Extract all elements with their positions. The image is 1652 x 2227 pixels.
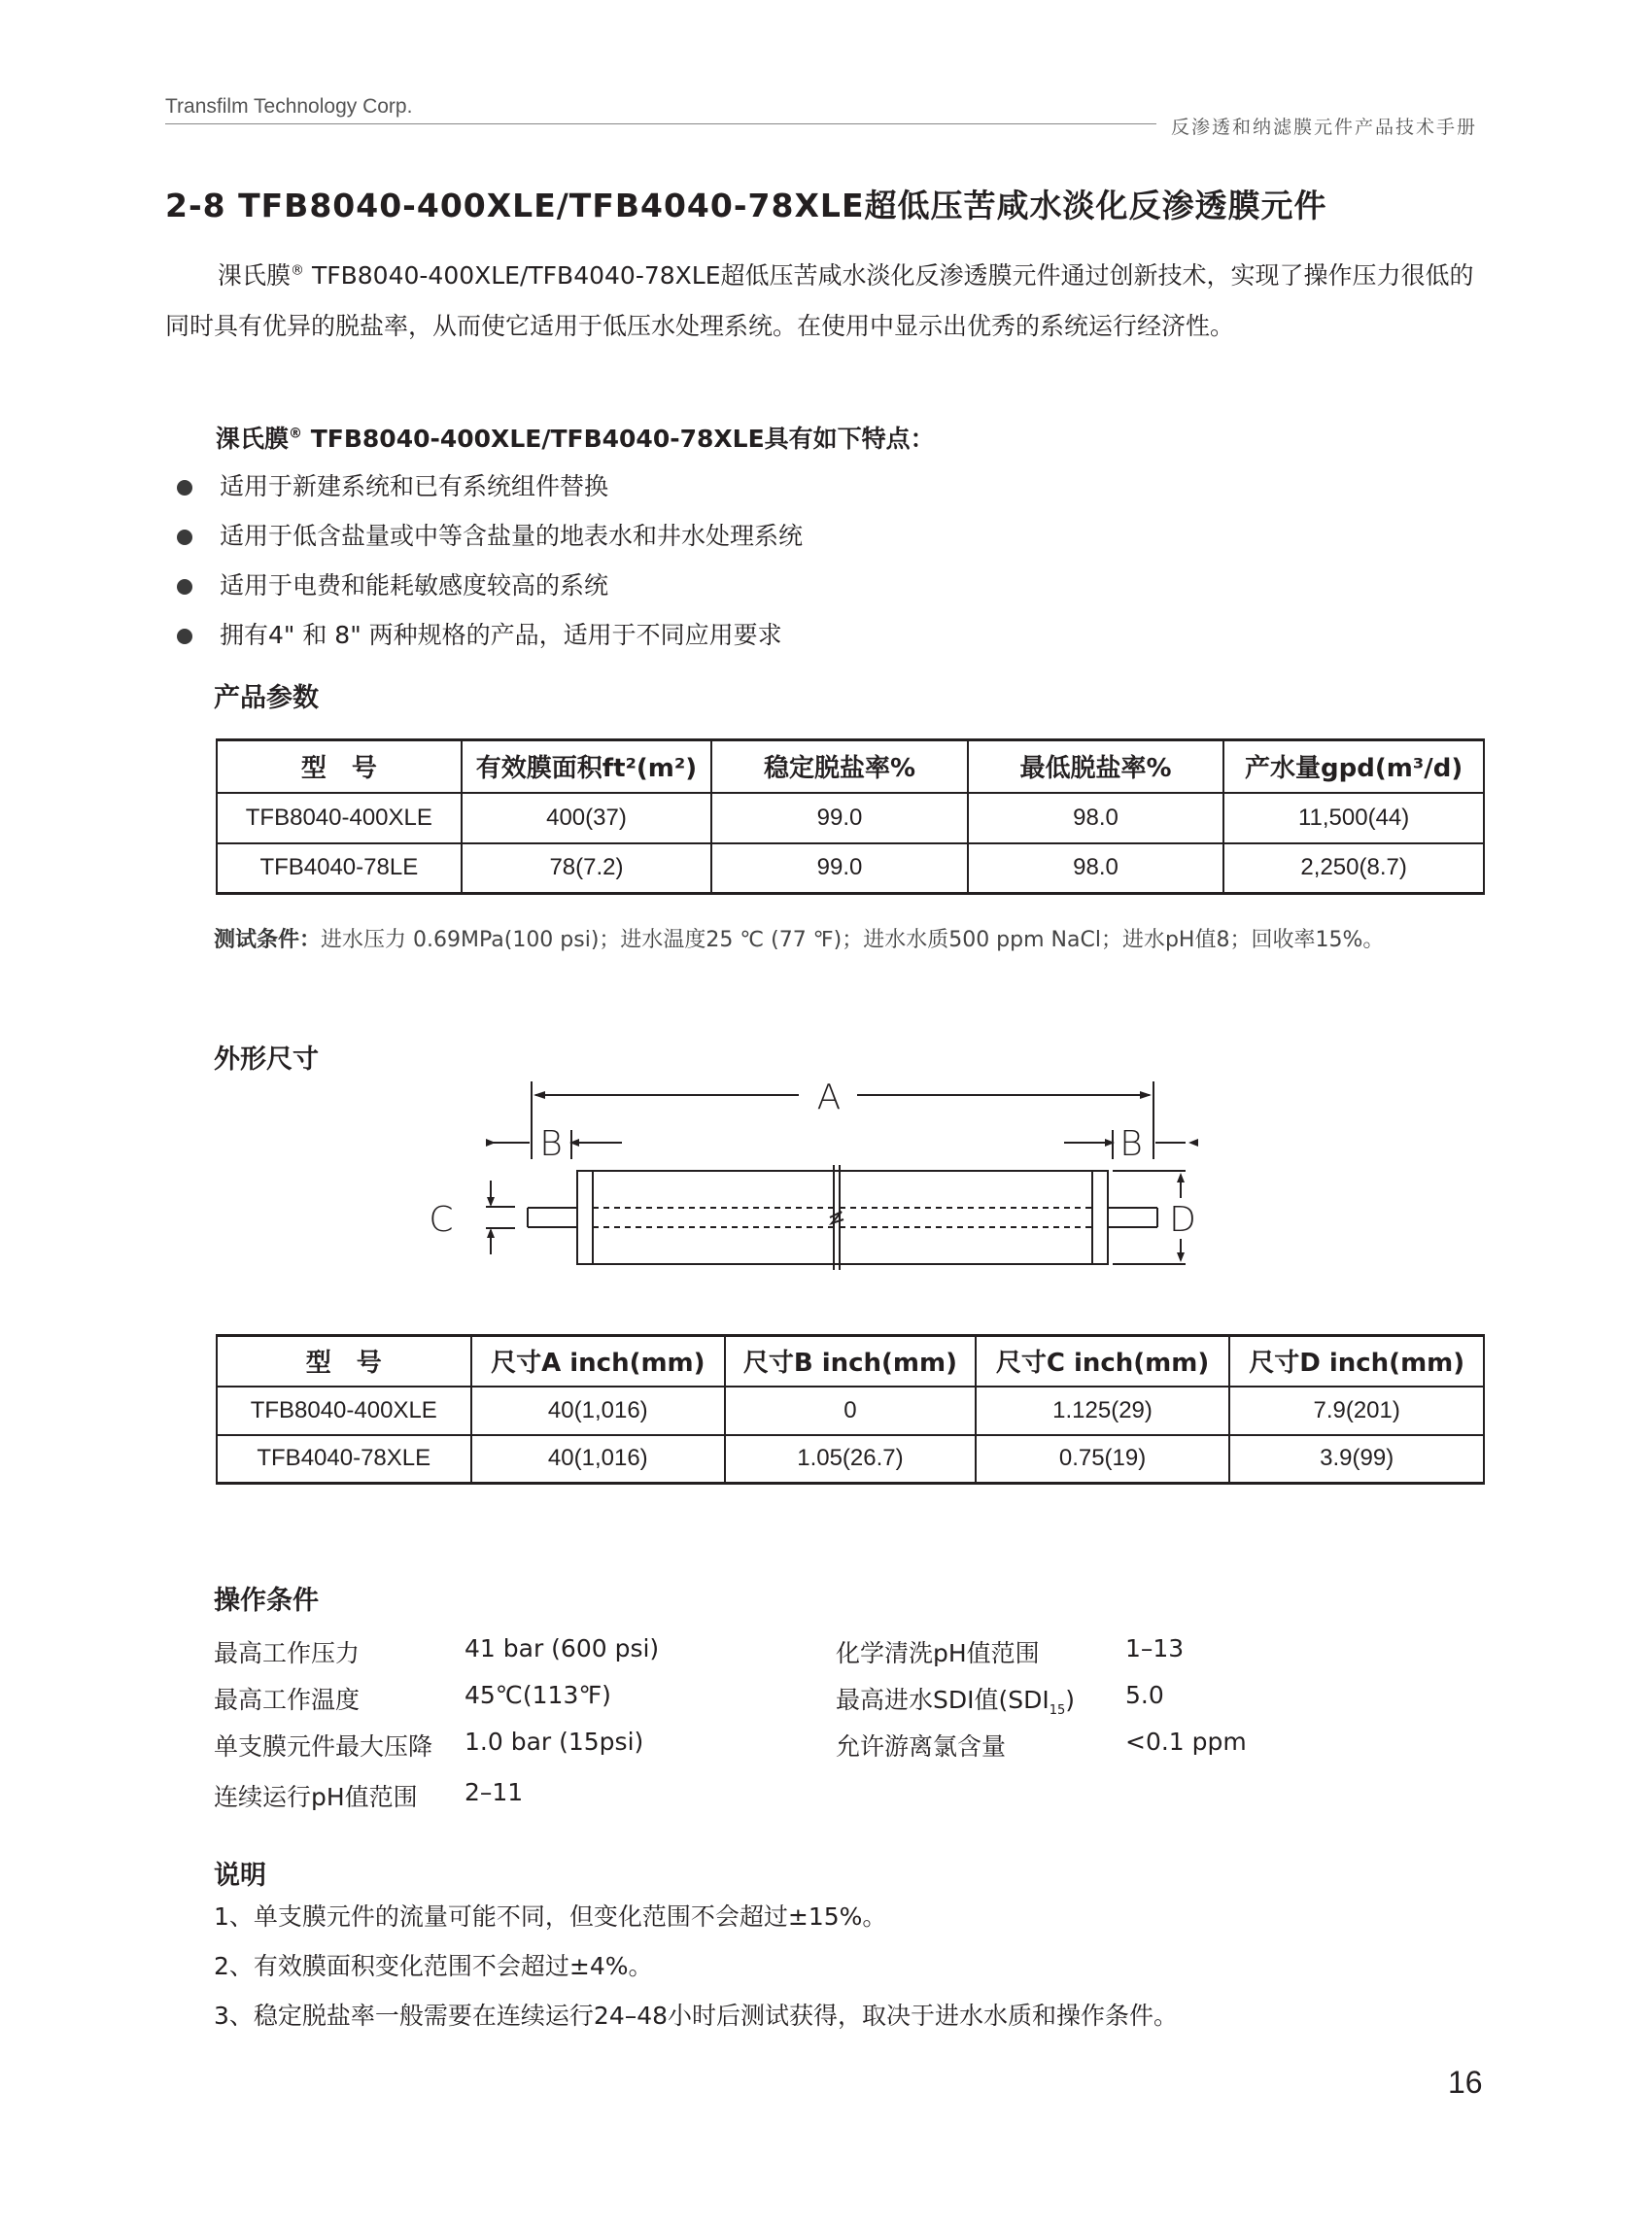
column-header: 尺寸C inch(mm) [976,1336,1230,1387]
op-label: 连续运行pH值范围 [214,1783,418,1811]
op-value: 45℃(113℉) [465,1681,611,1709]
arrow-icon [486,1139,496,1147]
company-name: Transfilm Technology Corp. [165,95,413,118]
registered-mark: ® [289,426,303,442]
bullet-icon [177,629,192,644]
section-title: 2-8 TFB8040-400XLE/TFB4040-78XLE超低压苦咸水淡化反渗透膜元件 [165,187,1327,224]
table-cell: 1.05(26.7) [725,1435,976,1484]
op-label: 最高工作温度 [214,1686,361,1714]
arrow-icon [487,1228,495,1238]
list-item [175,564,803,613]
header-rule [165,123,1156,124]
test-conditions-text: 进水压力 0.69MPa(100 psi)；进水温度25 ℃ (77 ℉)；进水水质500 ppm NaCl；进水pH值8；回收率15%。 [321,928,1385,952]
feature-text: 适用于电费和能耗敏感度较高的系统 [220,571,609,600]
list-item: 1、单支膜元件的流量可能不同，但变化范围不会超过±15%。 [214,1902,887,1931]
table-cell: 78(7.2) [462,843,712,894]
column-header: 最低脱盐率% [968,740,1224,793]
table-row [217,1435,1484,1484]
label-b-right: B [1119,1124,1143,1164]
label-b-left: B [539,1124,563,1164]
column-header: 产水量gpd(m³/d) [1223,740,1484,793]
features-title-text: TFB8040-400XLE/TFB4040-78XLE具有如下特点： [302,425,935,453]
column-header: 尺寸D inch(mm) [1229,1336,1484,1387]
op-value: 1–13 [1125,1634,1185,1662]
notes-heading: 说明 [214,1861,266,1891]
table-cell: TFB8040-400XLE [217,1387,471,1435]
op-label-text: 最高进水SDI值(SDI [836,1686,1050,1714]
arrow-icon [1177,1173,1185,1182]
table-row [217,843,1484,894]
page-number: 16 [1448,2065,1483,2100]
op-value: <0.1 ppm [1125,1728,1247,1756]
break-symbol [830,1212,843,1223]
params-table [216,738,1485,895]
notes-list [214,1895,1178,2043]
element-body [577,1171,1108,1264]
test-conditions-label: 测试条件： [214,928,322,952]
table-cell: TFB4040-78XLE [217,1435,471,1484]
table-row [217,793,1484,843]
feature-list [175,464,803,663]
table-row [217,1387,1484,1435]
feature-text: 适用于新建系统和已有系统组件替换 [220,472,609,500]
table-header-row [217,1336,1484,1387]
column-header: 尺寸A inch(mm) [471,1336,726,1387]
label-a: A [816,1078,842,1117]
element-dimension-diagram [408,1074,1205,1297]
subscript: 15 [1049,1703,1066,1718]
op-value: 2–11 [465,1778,524,1806]
list-item [175,514,803,564]
op-value: 1.0 bar (15psi) [465,1728,644,1756]
brand-name: 淉氏膜 [218,261,292,290]
dimensions-table [216,1334,1485,1485]
table-cell: 2,250(8.7) [1223,843,1484,894]
op-label-close: ) [1065,1686,1076,1714]
list-item [175,613,803,663]
table-cell: TFB4040-78LE [217,843,462,894]
op-label: 单支膜元件最大压降 [214,1732,433,1761]
table-cell: 3.9(99) [1229,1435,1484,1484]
bullet-icon [177,530,192,545]
features-title [216,420,935,455]
op-label [836,1681,1075,1718]
manual-title: 反渗透和纳滤膜元件产品技术手册 [1171,117,1478,138]
arrow-icon [1188,1139,1198,1147]
table-cell: 99.0 [711,843,968,894]
label-c: C [429,1200,454,1240]
brand-name: 淉氏膜 [216,425,290,453]
table-cell: 11,500(44) [1223,793,1484,843]
table-cell: 400(37) [462,793,712,843]
list-item: 2、有效膜面积变化范围不会超过±4%。 [214,1952,653,1980]
table-cell: 0 [725,1387,976,1435]
table-cell: 98.0 [968,793,1224,843]
op-label: 最高工作压力 [214,1639,361,1667]
arrow-icon [1140,1091,1152,1099]
column-header: 型 号 [217,740,462,793]
list-item: 3、稳定脱盐率一般需要在连续运行24–48小时后测试获得，取决于进水水质和操作条件。 [214,2002,1179,2030]
intro-paragraph [165,251,1497,352]
column-header: 稳定脱盐率% [711,740,968,793]
arrow-icon [533,1091,545,1099]
op-value: 5.0 [1125,1681,1164,1709]
op-label: 化学清洗pH值范围 [836,1639,1040,1667]
list-item [175,464,803,514]
arrow-icon [1177,1252,1185,1262]
params-heading: 产品参数 [214,683,319,713]
operation-heading: 操作条件 [214,1586,319,1616]
registered-mark: ® [291,262,305,279]
op-value: 41 bar (600 psi) [465,1634,660,1662]
table-cell: 40(1,016) [471,1435,726,1484]
bullet-icon [177,480,192,496]
op-label: 允许游离氯含量 [836,1732,1007,1761]
table-cell: 0.75(19) [976,1435,1230,1484]
table-cell: 40(1,016) [471,1387,726,1435]
table-cell: 98.0 [968,843,1224,894]
table-header-row [217,740,1484,793]
feature-text: 拥有4" 和 8" 两种规格的产品，适用于不同应用要求 [220,621,782,649]
column-header: 尺寸B inch(mm) [725,1336,976,1387]
column-header: 有效膜面积ft²(m²) [462,740,712,793]
dimensions-heading: 外形尺寸 [214,1045,319,1075]
table-cell: 7.9(201) [1229,1387,1484,1435]
arrow-icon [487,1197,495,1207]
table-cell: TFB8040-400XLE [217,793,462,843]
label-d: D [1169,1200,1196,1240]
column-header: 型 号 [217,1336,471,1387]
table-cell: 99.0 [711,793,968,843]
intro-text: TFB8040-400XLE/TFB4040-78XLE超低压苦咸水淡化反渗透膜元件通过创新技术，实现了操作压力很低的同时具有优异的脱盐率，从而使它适用于低压水处理系统。在使用中显示出优秀的系统运行经济性。 [165,261,1474,340]
feature-text: 适用于低含盐量或中等含盐量的地表水和井水处理系统 [220,522,804,550]
table-cell: 1.125(29) [976,1387,1230,1435]
bullet-icon [177,579,192,595]
test-conditions [214,923,1384,953]
